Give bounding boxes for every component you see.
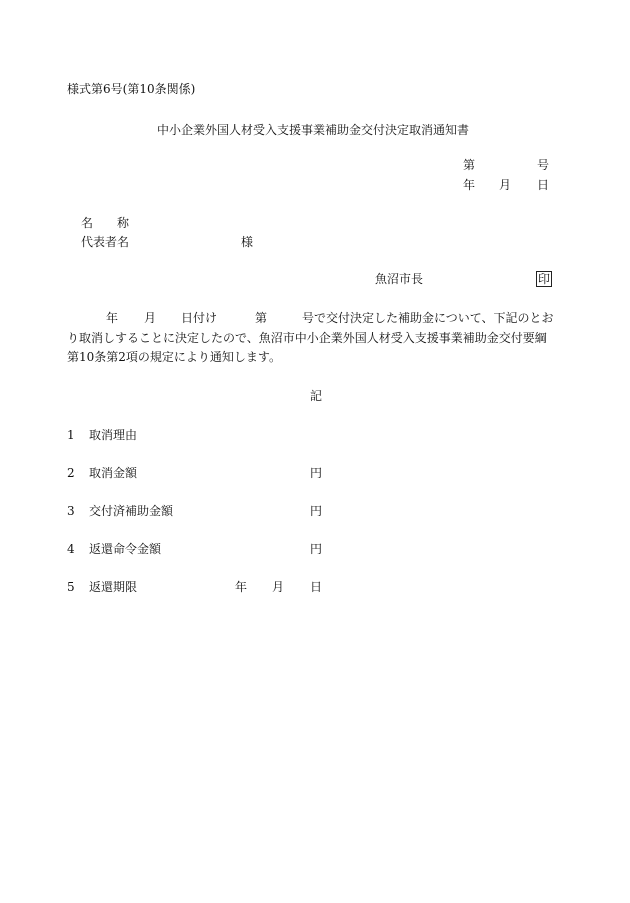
item-number: 3 [67, 504, 75, 518]
date-year: 年 [463, 178, 476, 192]
item-number: 2 [67, 466, 75, 480]
item-unit: 円 [310, 466, 323, 480]
body-year: 年 [106, 311, 119, 325]
document-title: 中小企業外国人材受入支援事業補助金交付決定取消通知書 [157, 123, 470, 137]
body-date-suffix: 日付け [181, 311, 218, 325]
item-unit: 円 [310, 504, 323, 518]
item-number: 1 [67, 428, 75, 442]
item-label: 交付済補助金額 [89, 504, 174, 518]
recipient-name-label: 名 称 [81, 216, 130, 230]
seal-stamp: 印 [538, 272, 551, 286]
item-day: 日 [310, 580, 323, 594]
doc-number-prefix: 第 [463, 158, 476, 172]
item-number: 4 [67, 542, 75, 556]
body-line1-text: 号で交付決定した補助金について、下記のとお [302, 311, 554, 325]
issuer-title: 魚沼市長 [375, 272, 424, 286]
item-month: 月 [272, 580, 285, 594]
doc-number-suffix: 号 [537, 158, 550, 172]
form-number: 様式第6号(第10条関係) [67, 82, 196, 96]
recipient-rep-label: 代表者名 [81, 235, 130, 249]
item-label: 返還期限 [89, 580, 138, 594]
item-label: 取消理由 [89, 428, 138, 442]
ki-heading: 記 [310, 389, 323, 403]
body-line3: 第10条第2項の規定により通知します。 [67, 350, 281, 364]
date-month: 月 [499, 178, 512, 192]
item-year: 年 [235, 580, 248, 594]
body-line2: り取消しすることに決定したので、魚沼市中小企業外国人材受入支援事業補助金交付要綱 [67, 331, 547, 345]
item-unit: 円 [310, 542, 323, 556]
date-day: 日 [537, 178, 550, 192]
recipient-honorific: 様 [241, 235, 254, 249]
item-label: 取消金額 [89, 466, 138, 480]
item-label: 返還命令金額 [89, 542, 162, 556]
item-number: 5 [67, 580, 75, 594]
body-month: 月 [144, 311, 157, 325]
body-no-prefix: 第 [255, 311, 268, 325]
